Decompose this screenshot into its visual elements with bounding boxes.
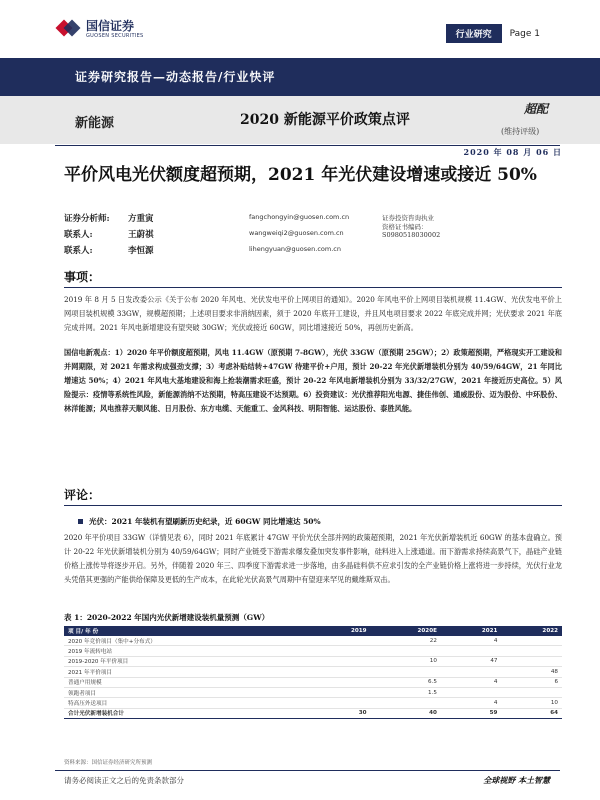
row-label: 2019 年流转电站 bbox=[64, 646, 310, 656]
table-cell: 47 bbox=[441, 656, 502, 666]
row-label: 2019-2020 年平价项目 bbox=[64, 656, 310, 666]
table-row bbox=[64, 698, 562, 708]
table-header: 2020E bbox=[371, 626, 441, 636]
logo-name-en: GUOSEN SECURITIES bbox=[86, 32, 144, 39]
row-label: 普通户用规模 bbox=[64, 677, 310, 687]
table-cell: 4 bbox=[441, 636, 502, 646]
report-title: 2020 新能源平价政策点评 bbox=[240, 112, 410, 128]
table-cell bbox=[501, 646, 562, 656]
table-cell: 4 bbox=[441, 677, 502, 687]
table-cell bbox=[441, 646, 502, 656]
table-header: 2019 bbox=[310, 626, 371, 636]
table-row bbox=[64, 646, 562, 656]
table-cell: 64 bbox=[501, 708, 562, 718]
table-cell bbox=[310, 667, 371, 677]
bullet-heading bbox=[78, 516, 321, 527]
table-cell bbox=[441, 687, 502, 697]
certificate-code: 证券投资咨询执业资格证书编码： S0980518030002 bbox=[382, 214, 441, 239]
row-label: 特高压外送项目 bbox=[64, 698, 310, 708]
table-cell: 59 bbox=[441, 708, 502, 718]
contact-email[interactable]: fangchongyin@guosen.com.cn bbox=[249, 213, 350, 221]
report-category: 证券研究报告—动态报告/行业快评 bbox=[75, 70, 276, 84]
table-cell: 30 bbox=[310, 708, 371, 718]
section-heading-events: 事项： bbox=[64, 270, 101, 284]
company-logo bbox=[58, 18, 144, 40]
table-cell bbox=[310, 646, 371, 656]
row-label: 合计光伏新增装机合计 bbox=[64, 708, 310, 718]
contact-name: 王蔚祺 bbox=[128, 230, 154, 240]
table-cell bbox=[501, 687, 562, 697]
views-paragraph: 国信电新观点：1）2020 年平价额度超预期，风电 11.4GW（原预期 7-8GW），光伏 33GW（原预期 25GW）；2）政策超预期，严格现实开工建设和并网期限，对 2021 年需求构成强劲支撑；3）考虑补贴结转+47GW 待建平价+户用，预计 20-22 年光伏新增装机分别为 40/59/64GW，21 年同比增速达 50%；4）2021 年风电大基地建设和海上抢装潮需求旺盛，预计 20-22 年风电新增装机分别为 33/32/27GW，2021 年接近历史高位。5）风险提示：疫情等系统性风险，新能源消纳不达预期，特高压建设不达预期。6）投资建议：光伏推荐阳光电源、捷佳伟创、通威股份、迈为股份、中环股份、林洋能源；风电推荐天顺风能、日月股份、东方电缆、天能重工、金风科技、明阳智能、运达股份、泰胜风能。 bbox=[64, 348, 562, 413]
table-cell: 10 bbox=[501, 698, 562, 708]
table-cell bbox=[371, 646, 441, 656]
headline: 平价风电光伏额度超预期，2021 年光伏建设增速或接近 50% bbox=[64, 165, 537, 185]
table-cell bbox=[441, 667, 502, 677]
table-cell bbox=[501, 656, 562, 666]
report-date: 2020 年 08 月 06 日 bbox=[463, 147, 562, 157]
contact-role: 联系人: bbox=[64, 230, 93, 240]
contact-name: 方重寅 bbox=[128, 214, 154, 224]
table-cell: 22 bbox=[371, 636, 441, 646]
table-cell bbox=[501, 636, 562, 646]
table-row bbox=[64, 687, 562, 697]
table-source: 资料来源：国信证券经济研究所预测 bbox=[64, 760, 153, 766]
divider bbox=[55, 145, 560, 146]
divider bbox=[55, 770, 560, 771]
logo-name: 国信证券 bbox=[86, 18, 135, 33]
table-row bbox=[64, 656, 562, 666]
logo-mark-icon bbox=[58, 18, 80, 40]
report-type-tag: 行业研究 bbox=[446, 24, 502, 43]
divider bbox=[64, 287, 562, 288]
rating-note: (维持评级) bbox=[501, 127, 540, 136]
contact-person bbox=[64, 244, 154, 256]
contact-person bbox=[64, 228, 154, 240]
row-label: 2020 年竞价项目（集中+分布式） bbox=[64, 636, 310, 646]
rating: 超配 bbox=[524, 102, 549, 116]
events-paragraph: 2019 年 8 月 5 日发改委公示《关于公布 2020 年风电、光伏发电平价上网项目的通知》。2020 年风电平价上网项目装机规模 11.4GW、光伏发电平价上网项目装机规模 33GW，规模超预期；上述项目要求非消纳因素，须于 2020 年底开工建设，并且风电项目要求 2022 年底完成并网；光伏要求 2021 年底完成并网。2021 年风电新增建设有望突破 30GW；光伏或接近 60GW，同比增速接近 50%，再创历史新高。 bbox=[64, 295, 562, 332]
contact-role: 证券分析师: bbox=[64, 214, 110, 224]
table-cell bbox=[310, 687, 371, 697]
table-cell: 10 bbox=[371, 656, 441, 666]
comments-paragraph: 2020 年平价项目 33GW（详情见表 6），同时 2021 年底累计 47GW 平价光伏全部并网的政策超预期，2021 年光伏新增装机近 60GW 的基本盘确立。预计 20-22 年光伏新增装机分别为 40/59/64GW；同时产业链受下游需求爆发叠加突发事件影响，硅料进入上涨通道。而下游需求持续高景气下，晶硅产业链价格上涨传导将逐步开启。另外，伴随着 2020 年三、四季度下游需求进一步落地，由多晶硅料供不应求引发的全产业链价格上涨将进一步持续，光伏行业龙头凭借其更强的产能供给保障及更低的生产成本，在此轮光伏高景气周期中有望迎来罕见的戴维斯双击。 bbox=[64, 533, 562, 584]
table-row bbox=[64, 677, 562, 687]
row-label: 领跑者项目 bbox=[64, 687, 310, 697]
table-row bbox=[64, 636, 562, 646]
section-heading-comments: 评论： bbox=[64, 488, 101, 502]
table-cell bbox=[310, 677, 371, 687]
table-row bbox=[64, 708, 562, 718]
table-cell bbox=[371, 667, 441, 677]
footer-slogan: 全球视野 本土智慧 bbox=[483, 775, 550, 785]
divider bbox=[64, 505, 562, 506]
contact-email[interactable]: lihengyuan@guosen.com.cn bbox=[249, 245, 341, 253]
table-header: 2022 bbox=[501, 626, 562, 636]
bullet-text: 光伏：2021 年装机有望刷新历史纪录，近 60GW 同比增速达 50% bbox=[89, 517, 321, 526]
contact-name: 李恒源 bbox=[128, 246, 154, 256]
table-cell: 6.5 bbox=[371, 677, 441, 687]
bullet-square-icon bbox=[78, 519, 83, 524]
table-cell: 40 bbox=[371, 708, 441, 718]
forecast-table bbox=[64, 626, 562, 719]
table-cell bbox=[310, 698, 371, 708]
table-cell: 1.5 bbox=[371, 687, 441, 697]
table-cell: 4 bbox=[441, 698, 502, 708]
sector-label: 新能源 bbox=[75, 116, 115, 131]
contact-analyst bbox=[64, 212, 154, 224]
table-cell: 6 bbox=[501, 677, 562, 687]
table-row bbox=[64, 667, 562, 677]
header-meta bbox=[446, 24, 540, 43]
contact-email[interactable]: wangweiqi2@guosen.com.cn bbox=[249, 229, 344, 237]
contact-role: 联系人: bbox=[64, 246, 93, 256]
table-cell: 48 bbox=[501, 667, 562, 677]
table-title: 表 1：2020-2022 年国内光伏新增建设装机量预测（GW） bbox=[64, 613, 270, 622]
page-number: Page 1 bbox=[509, 28, 540, 39]
table-header: 项 目/ 年 份 bbox=[64, 626, 310, 636]
table-cell bbox=[310, 636, 371, 646]
footer-disclaimer: 请务必阅读正文之后的免责条款部分 bbox=[64, 776, 184, 785]
table-header-row bbox=[64, 626, 562, 636]
row-label: 2021 年平价项目 bbox=[64, 667, 310, 677]
table-cell bbox=[371, 698, 441, 708]
table-header: 2021 bbox=[441, 626, 502, 636]
table-cell bbox=[310, 656, 371, 666]
